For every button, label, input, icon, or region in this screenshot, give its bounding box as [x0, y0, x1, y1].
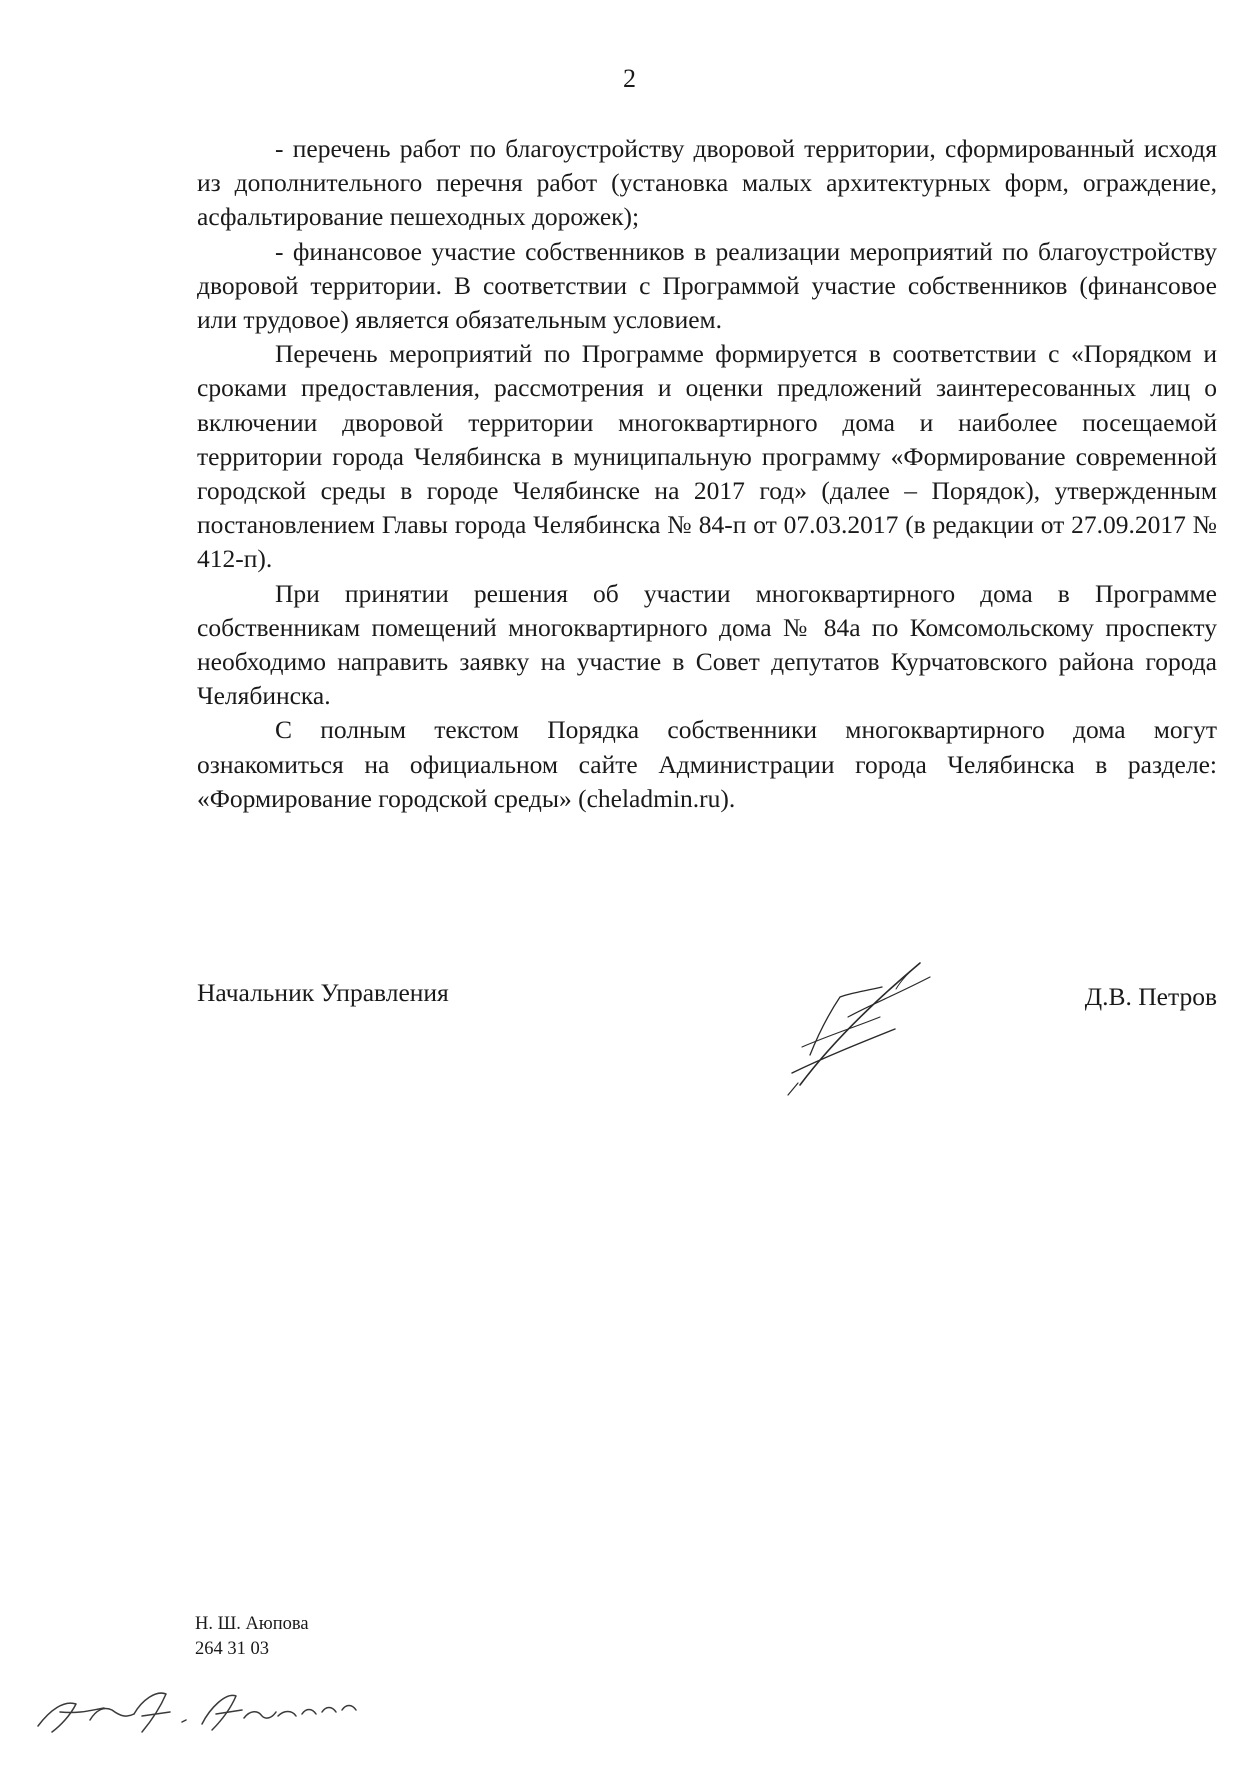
handwritten-note [30, 1670, 410, 1750]
page-number: 2 [623, 64, 636, 93]
paragraph-procedure: Перечень мероприятий по Программе формируется в соответствии с «Порядком и сроками предоставления, рассмотрения и оценки предложений заинтересованных лиц о включении дворовой территории многоквартирного дома и наиболее посещаемой территории города Челябинска в муниципальную программу «Формирование современной городской среды в городе Челябинске на 2017 год» (далее – Порядок), утвержденным постановлением Главы города Челябинска № 84-п от 07.03.2017 (в редакции от 27.09.2017 № 412-п). [197, 339, 1217, 574]
signer-name: Д.В. Петров [1084, 982, 1217, 1011]
executor-phone: 264 31 03 [195, 1639, 269, 1659]
signer-position: Начальник Управления [197, 978, 449, 1007]
paragraph-website: С полным текстом Порядка собственники многоквартирного дома могут ознакомиться на официальном сайте Администрации города Челябинска в разделе: «Формирование городской среды» (cheladmin.ru). [197, 715, 1217, 813]
paragraph-work-list: - перечень работ по благоустройству дворовой территории, сформированный исходя из дополнительного перечня работ (установка малых архитектурных форм, ограждение, асфальтирование пешеходных дорожек); [197, 134, 1217, 232]
handwritten-signature [770, 945, 960, 1105]
executor-name: Н. Ш. Аюпова [195, 1614, 309, 1634]
paragraph-financial-participation: - финансовое участие собственников в реализации мероприятий по благоустройству дворовой территории. В соответствии с Программой участие собственников (финансовое или трудовое) является обязательным условием. [197, 236, 1217, 335]
executor-info [195, 1612, 309, 1662]
letter-body [197, 132, 1217, 816]
paragraph-application: При принятии решения об участии многоквартирного дома в Программе собственникам помещений многоквартирного дома № 84а по Комсомольскому проспекту необходимо направить заявку на участие в Совет депутатов Курчатовского района города Челябинска. [197, 578, 1217, 711]
signature-block [197, 976, 1217, 1016]
